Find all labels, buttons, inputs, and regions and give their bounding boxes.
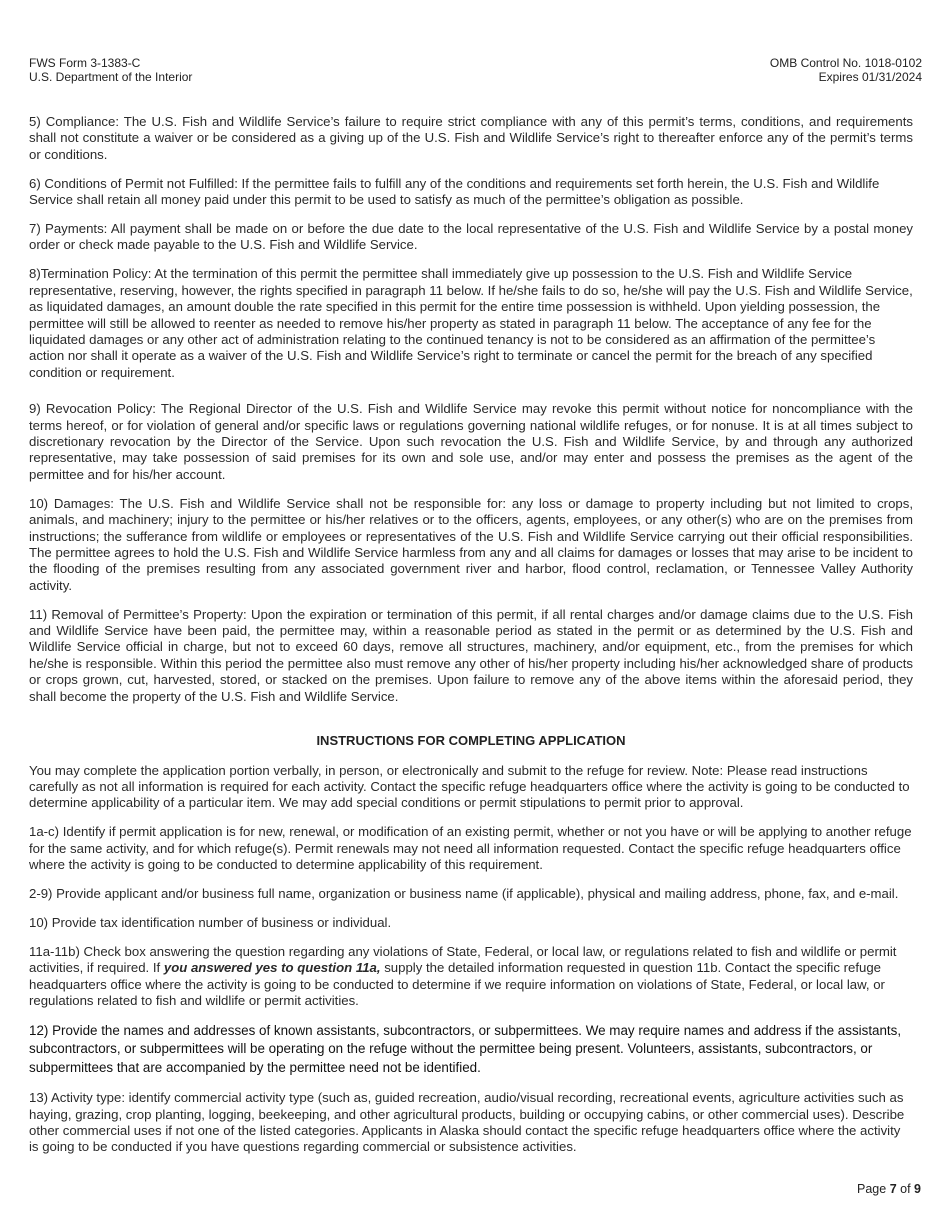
- header-left: [29, 56, 192, 84]
- instruction-12: 12) Provide the names and addresses of known assistants, subcontractors, or subpermittees. We may require names and address if the assistants, subcontractors, or subpermittees will be operating on the refuge without the permittee being present. Volunteers, assistants, subcontractors, or subpermittees that are accompanied by the permittee need not be identified.: [29, 1022, 902, 1076]
- expiration-date: Expires 01/31/2024: [818, 70, 922, 84]
- form-number: FWS Form 3-1383-C: [29, 56, 141, 70]
- instruction-2-9: 2-9) Provide applicant and/or business full name, organization or business name (if applicable), physical and mailing address, phone, fax, and e-mail.: [29, 885, 899, 901]
- page-total: 9: [914, 1182, 921, 1196]
- section-8-termination: 8)Termination Policy: At the termination of this permit the permittee shall immediately give up possession to the U.S. Fish and Wildlife Service representative, reserving, however, the rights specified in paragraph 11 below. If he/she fails to do so, he/she will pay the U.S. Fish and Wildlife Service, as liquidated damages, an amount double the rate specified in this permit for the entire time possession is withheld. Upon yielding possession, the permittee will still be allowed to reenter as needed to remove his/her property as stated in paragraph 11 below. The acceptance of any fee for the liquidated damages or any other act of administration relating to the continued tenancy is not to be considered as an affirmation of the permittee’s action nor shall it operate as a waiver of the U.S. Fish and Wildlife Service’s right to terminate or cancel the permit for the breach of any specified condition or requirement.: [29, 266, 913, 380]
- instructions-heading: INSTRUCTIONS FOR COMPLETING APPLICATION: [316, 733, 626, 749]
- instruction-11-text-1: 11a-11b) Check box answering the question regarding any violations of State, Federal, or local law, or regulations related to fish and wildlife or permit activities, if required. If: [29, 943, 897, 976]
- page-current: 7: [889, 1182, 897, 1196]
- section-10-damages: 10) Damages: The U.S. Fish and Wildlife Service shall not be responsible for: any loss or damage to property including but not limited to crops, animals, and machinery; injury to the permittee or his/her relatives or to the officers, agents, employees, or any other(s) who are on the premises from instructions; the sufferance from wildlife or employees or representatives of the U.S. Fish and Wildlife Service carrying out their official responsibilities. The permittee agrees to hold the U.S. Fish and Wildlife Service harmless from any and all claims for damages or losses that may arise to be incident to the flooding of the premises resulting from any associated government river and harbor, flood control, reclamation, or Tennessee Valley Authority activity.: [29, 495, 913, 593]
- section-6-conditions: 6) Conditions of Permit not Fulfilled: If the permittee fails to fulfill any of the conditions and requirements set forth herein, the U.S. Fish and Wildlife Service shall retain all money paid under this permit to be used to satisfy as much of the permittee’s obligation as possible.: [29, 175, 880, 208]
- instruction-10: 10) Provide tax identification number of business or individual.: [29, 914, 392, 930]
- instructions-intro: You may complete the application portion verbally, in person, or electronically and submit to the refuge for review. Note: Please read instructions carefully as not all information is required for each activity. Contact the specific refuge headquarters office where the activity is going to be conducted to determine applicability of a particular item. We may add special conditions or permit stipulations to permit prior to approval.: [29, 762, 910, 811]
- page-number: [857, 1182, 921, 1196]
- omb-control-number: OMB Control No. 1018-0102: [769, 56, 922, 70]
- header-right: [770, 56, 922, 84]
- section-9-revocation: 9) Revocation Policy: The Regional Director of the U.S. Fish and Wildlife Service may revoke this permit without notice for noncompliance with the terms hereof, or for violation of general and/or specific laws or regulations governing national wildlife refuges, or for nonuse. It is at all times subject to discretionary revocation by the Director of the Service. Upon such revocation the U.S. Fish and Wildlife Service, by and through any authorized representative, may take possession of said premises for its own and sole use, and/or may enter and possess the premises as the agent of the permittee and for his/her account.: [29, 401, 913, 482]
- section-7-payments: 7) Payments: All payment shall be made on or before the due date to the local representative of the U.S. Fish and Wildlife Service by a postal money order or check made payable to the U.S. Fish and Wildlife Service.: [29, 221, 913, 253]
- instruction-11a-11b: [29, 944, 913, 1010]
- document-body: [29, 114, 913, 1168]
- instruction-13: 13) Activity type: identify commercial activity type (such as, guided recreation, audio/visual recording, recreational events, agriculture activities such as haying, grazing, crop planting, logging, beekeeping, and other agricultural products, building or occupying cabins, or other commercial uses). Describe other commercial uses if not one of the listed categories. Applicants in Alaska should contact the specific refuge headquarters office where the activity is going to be conducted if you have questions regarding commercial or subsistence activities.: [29, 1090, 905, 1155]
- instruction-11-text-2: supply the detailed information requested in question 11b. Contact the specific refuge headquarters office where the activity is going to be conducted to determine if we require information on violations of State, Federal, or local law, or regulations related to fish and wildlife or permit activities.: [29, 960, 885, 1008]
- department-name: U.S. Department of the Interior: [29, 70, 193, 84]
- instruction-1a-c: 1a-c) Identify if permit application is for new, renewal, or modification of an existing permit, whether or not you have or will be applying to another refuge for the same activity, and for which refuge(s). Permit renewals may not need all information requested. Contact the specific refuge headquarters office where the activity is going to be conducted to determine applicability of this requirement.: [29, 824, 912, 873]
- section-5-compliance: 5) Compliance: The U.S. Fish and Wildlife Service’s failure to require strict compliance with any of this permit’s terms, conditions, and requirements shall not constitute a waiver or be considered as a giving up of the U.S. Fish and Wildlife Service’s right to thereafter enforce any of the permit’s terms or conditions.: [29, 114, 913, 162]
- section-11-removal: 11) Removal of Permittee’s Property: Upon the expiration or termination of this permit, if all rental charges and/or damage claims due to the U.S. Fish and Wildlife Service have been paid, the permittee may, within a reasonable period as stated in the permit or as determined by the U.S. Fish and Wildlife Service official in charge, but not to exceed 60 days, remove all structures, machinery, and/or equipment, etc., from the premises for which he/she is responsible. Within this period the permittee also must remove any other of his/her property including his/her acknowledged share of products or crops grown, cut, harvested, stored, or stacked on the premises. Upon failure to remove any of the above items within the aforesaid period, they shall become the property of the U.S. Fish and Wildlife Service.: [29, 606, 913, 704]
- page-label: Page: [857, 1182, 887, 1196]
- instruction-11-emphasis: you answered yes to question 11a,: [163, 960, 381, 976]
- page-of-label: of: [900, 1182, 911, 1196]
